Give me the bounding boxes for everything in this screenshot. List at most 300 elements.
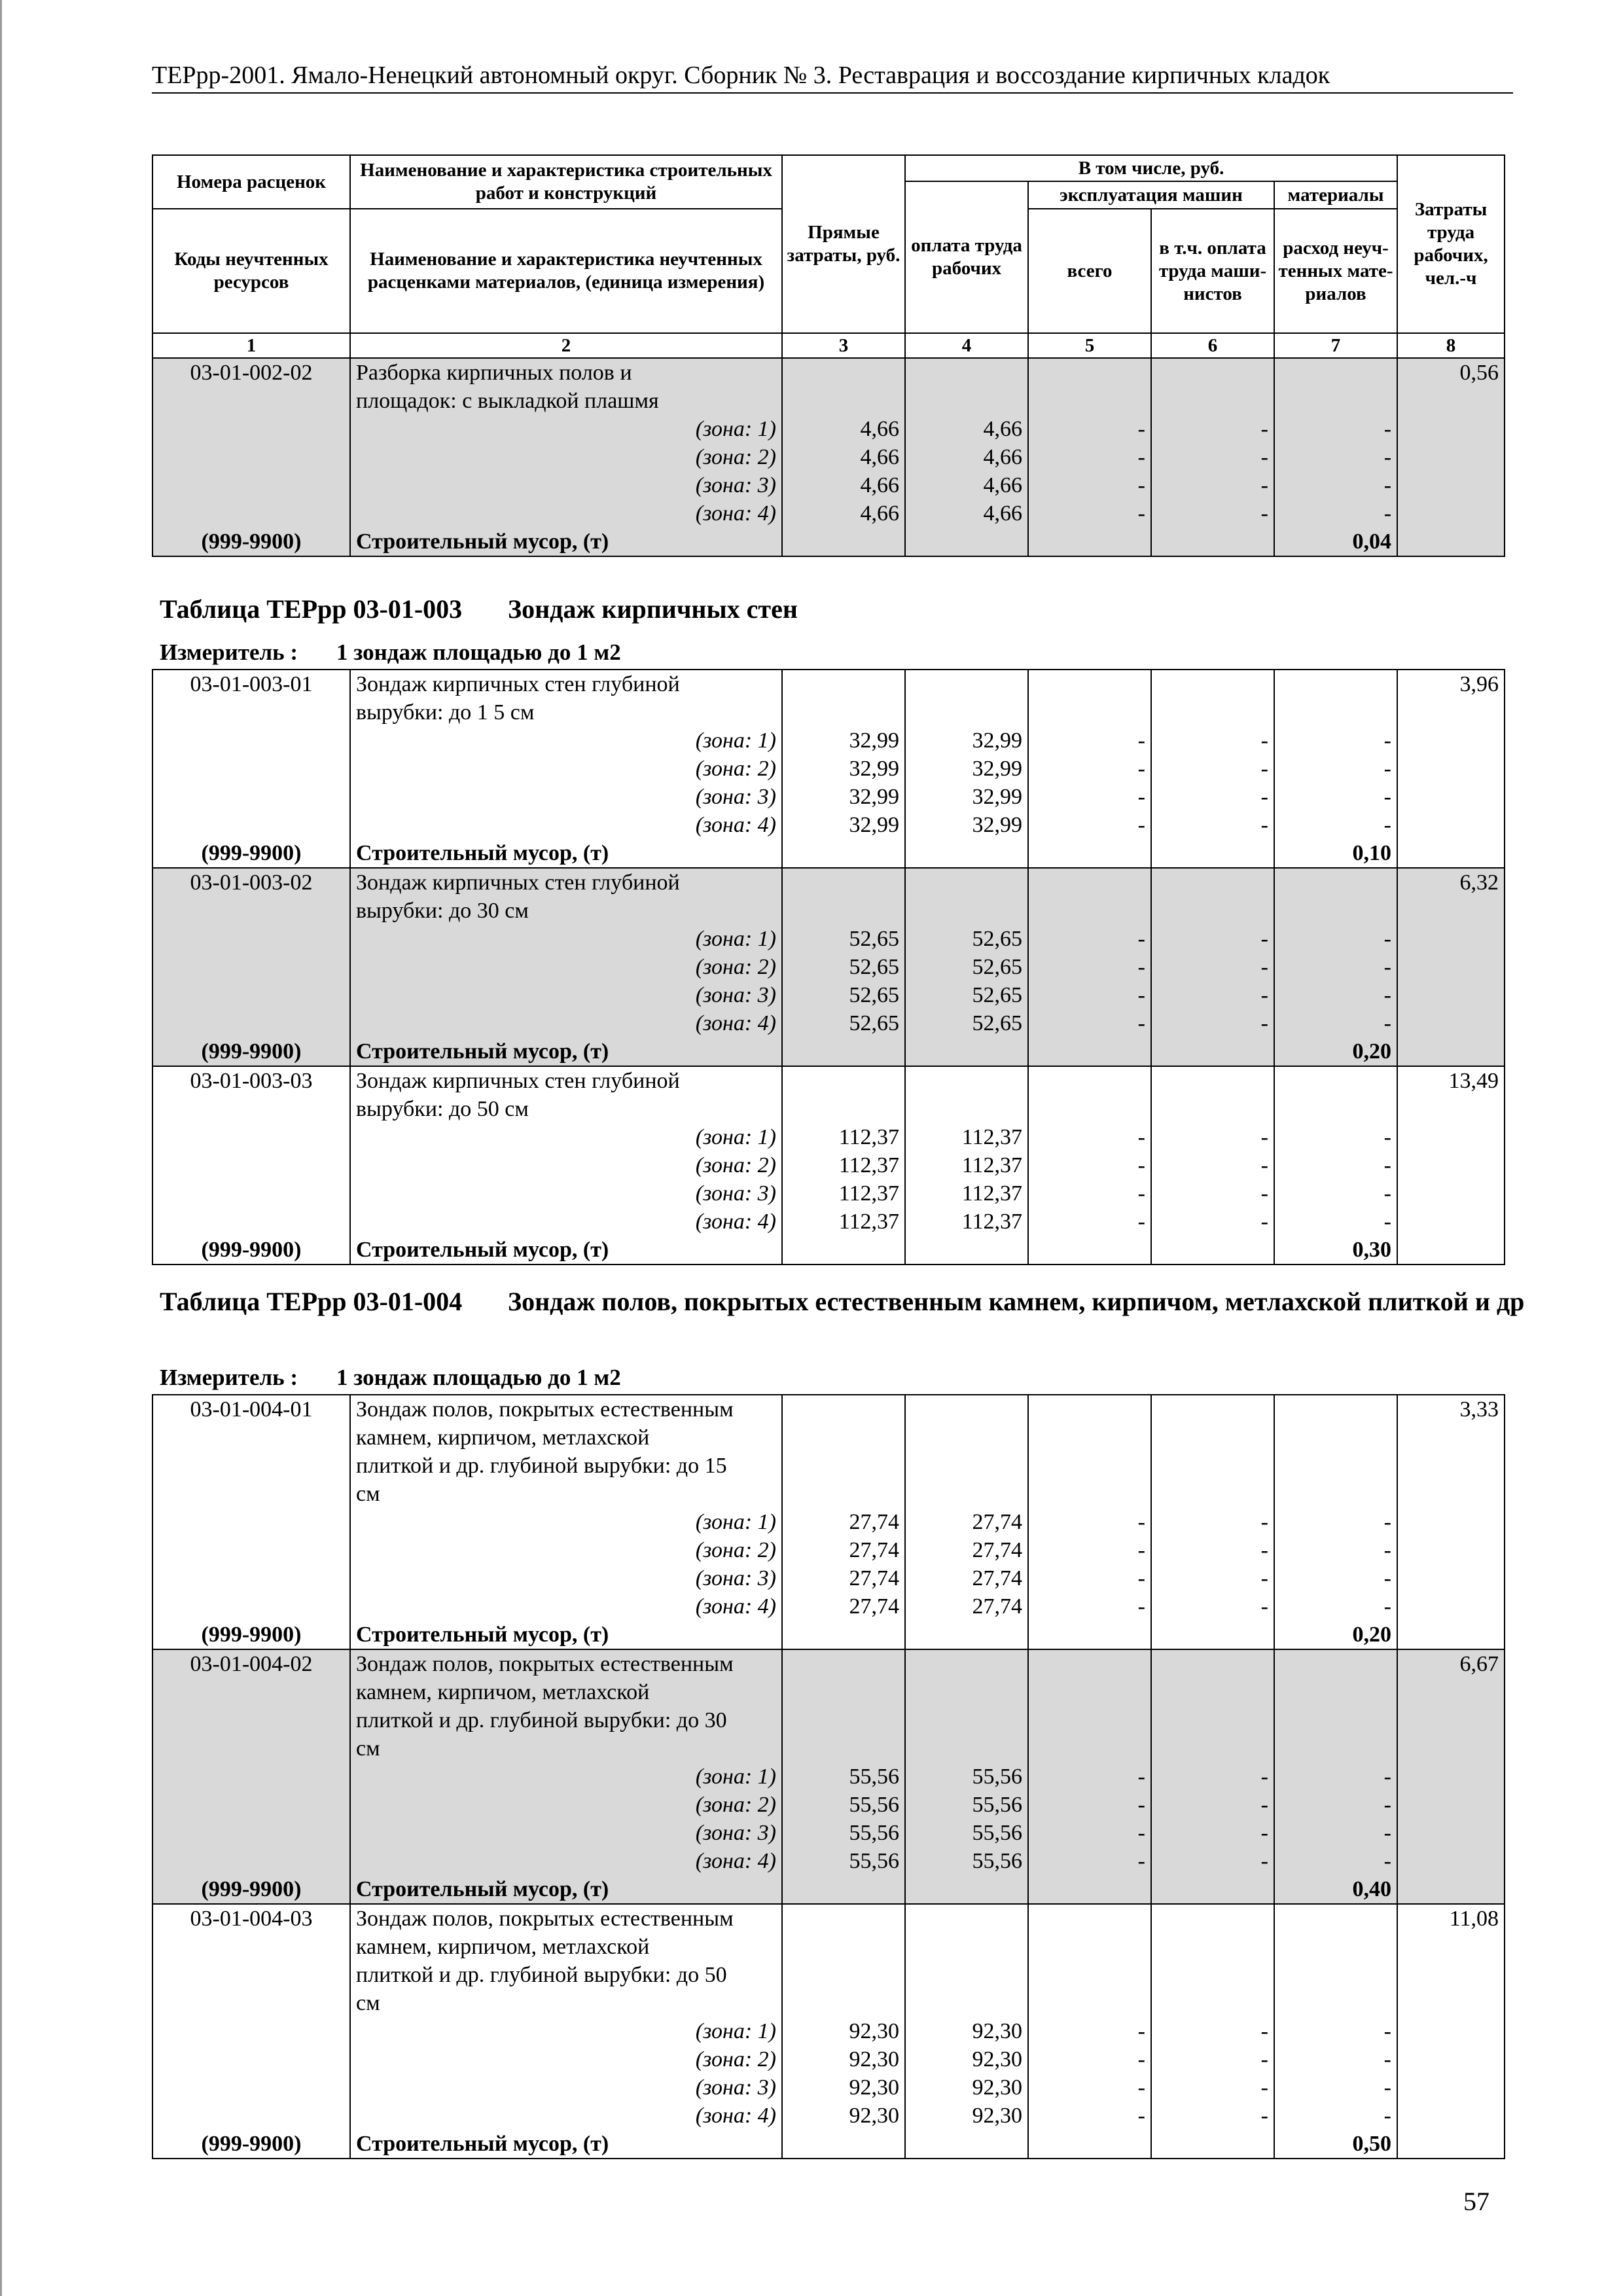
empty-cell [1397, 499, 1505, 528]
machinist-wage: - [1151, 1009, 1274, 1037]
labor-cost: 13,49 [1397, 1066, 1505, 1095]
machinist-wage: - [1151, 1508, 1274, 1536]
empty-cell [1397, 811, 1505, 839]
machines-total: - [1028, 953, 1151, 981]
rate-name-line: Разборка кирпичных полов и [350, 358, 782, 387]
zone-label: (зона: 3) [350, 783, 782, 811]
wage-cost: 92,30 [905, 2073, 1028, 2102]
empty-cell [782, 2130, 905, 2159]
machines-total: - [1028, 2102, 1151, 2130]
empty-cell [1028, 358, 1151, 387]
wage-cost: 32,99 [905, 755, 1028, 783]
wage-cost: 92,30 [905, 2102, 1028, 2130]
wage-cost: 92,30 [905, 2017, 1028, 2045]
zone-label: (зона: 2) [350, 2045, 782, 2073]
zone-label: (зона: 1) [350, 925, 782, 953]
empty-cell [1397, 1763, 1505, 1791]
machinist-wage: - [1151, 1208, 1274, 1236]
machinist-wage: - [1151, 1179, 1274, 1208]
empty-cell [152, 1179, 350, 1208]
rate-name-line: камнем, кирпичом, метлахской [350, 1424, 782, 1452]
rate-name-line: Зондаж кирпичных стен глубиной [350, 1066, 782, 1095]
empty-cell [152, 1706, 350, 1734]
empty-cell [1397, 981, 1505, 1009]
empty-cell [1151, 1424, 1274, 1452]
table-row [152, 1763, 1505, 1791]
empty-cell [782, 670, 905, 698]
direct-cost: 52,65 [782, 953, 905, 981]
rate-name-line: плиткой и др. глубиной вырубки: до 30 [350, 1706, 782, 1734]
group-header: В том числе, руб. [905, 155, 1397, 181]
rate-code: 03-01-004-02 [152, 1649, 350, 1678]
zone-label: (зона: 1) [350, 1763, 782, 1791]
empty-cell [1397, 1791, 1505, 1819]
empty-cell [1028, 1989, 1151, 2017]
machinist-wage: - [1151, 726, 1274, 755]
table-row [152, 670, 1505, 698]
empty-cell [1028, 1706, 1151, 1734]
rate-rows [152, 358, 1505, 556]
machinist-wage: - [1151, 2017, 1274, 2045]
machinist-wage: - [1151, 1564, 1274, 1592]
empty-cell [1151, 387, 1274, 415]
table-row [152, 783, 1505, 811]
empty-cell [782, 1961, 905, 1989]
labor-cost: 6,32 [1397, 868, 1505, 897]
table-row [152, 1875, 1505, 1904]
materials-use: - [1274, 471, 1397, 499]
resource-name: Строительный мусор, (т) [350, 1236, 782, 1265]
col-number: 2 [350, 333, 782, 358]
empty-cell [905, 358, 1028, 387]
resource-code: (999-9900) [152, 1875, 350, 1904]
direct-cost: 52,65 [782, 1009, 905, 1037]
empty-cell [1397, 1452, 1505, 1480]
table-code: Таблица ТЕРрр 03-01-004 [160, 1287, 463, 1316]
empty-cell [152, 1961, 350, 1989]
running-header: ТЕРрр-2001. Ямало-Ненецкий автономный округ. Сборник № 3. Реставрация и воссоздание кирпичных кладок [152, 62, 1330, 89]
empty-cell [1397, 1847, 1505, 1875]
machinist-wage: - [1151, 1819, 1274, 1847]
rate-name-line: вырубки: до 50 см [350, 1095, 782, 1123]
wage-cost: 27,74 [905, 1536, 1028, 1564]
col-number: 1 [152, 333, 350, 358]
empty-cell [152, 1151, 350, 1179]
wage-cost: 4,66 [905, 499, 1028, 528]
rate-name-line: площадок: с выкладкой плашмя [350, 387, 782, 415]
machinist-wage: - [1151, 1763, 1274, 1791]
empty-cell [905, 1706, 1028, 1734]
zone-label: (зона: 1) [350, 1508, 782, 1536]
machines-total: - [1028, 1508, 1151, 1536]
empty-cell [152, 1847, 350, 1875]
empty-cell [1397, 1564, 1505, 1592]
empty-cell [1151, 1933, 1274, 1961]
direct-cost: 52,65 [782, 925, 905, 953]
rate-code: 03-01-004-03 [152, 1904, 350, 1933]
empty-cell [905, 698, 1028, 726]
machines-total: - [1028, 1009, 1151, 1037]
empty-cell [152, 726, 350, 755]
empty-cell [1397, 471, 1505, 499]
machines-total: - [1028, 1151, 1151, 1179]
resource-quantity: 0,50 [1274, 2130, 1397, 2159]
resource-code: (999-9900) [152, 2130, 350, 2159]
table-row [152, 1480, 1505, 1508]
rates-table-1 [152, 154, 1505, 557]
empty-cell [782, 1875, 905, 1904]
empty-cell [1151, 1706, 1274, 1734]
direct-cost: 27,74 [782, 1536, 905, 1564]
col2-header-top: Наименование и характеристика строительных работ и конструкций [350, 155, 782, 209]
empty-cell [1397, 1961, 1505, 1989]
empty-cell [1028, 1395, 1151, 1424]
empty-cell [1028, 670, 1151, 698]
machinist-wage: - [1151, 1791, 1274, 1819]
empty-cell [1028, 698, 1151, 726]
col-number: 7 [1274, 333, 1397, 358]
col1-header-bottom: Коды неучтенных ресурсов [152, 209, 350, 333]
empty-cell [152, 1424, 350, 1452]
machines-total: - [1028, 1592, 1151, 1621]
materials-use: - [1274, 2017, 1397, 2045]
direct-cost: 32,99 [782, 811, 905, 839]
resource-quantity: 0,20 [1274, 1037, 1397, 1066]
direct-cost: 92,30 [782, 2073, 905, 2102]
direct-cost: 32,99 [782, 783, 905, 811]
empty-cell [1397, 1508, 1505, 1536]
rate-name-line: плиткой и др. глубиной вырубки: до 15 [350, 1452, 782, 1480]
empty-cell [1397, 1592, 1505, 1621]
page-number: 57 [1463, 2187, 1489, 2216]
empty-cell [782, 1480, 905, 1508]
empty-cell [782, 1649, 905, 1678]
resource-code: (999-9900) [152, 1037, 350, 1066]
empty-cell [1028, 1066, 1151, 1095]
empty-cell [1151, 1904, 1274, 1933]
empty-cell [1151, 1095, 1274, 1123]
col5-header: всего [1028, 209, 1151, 333]
rate-name-line: плиткой и др. глубиной вырубки: до 50 [350, 1961, 782, 1989]
table-row [152, 1123, 1505, 1151]
empty-cell [1151, 528, 1274, 556]
empty-cell [1397, 2045, 1505, 2073]
empty-cell [782, 1678, 905, 1706]
materials-use: - [1274, 1151, 1397, 1179]
machines-total: - [1028, 783, 1151, 811]
rate-code: 03-01-004-01 [152, 1395, 350, 1424]
rate-name-line: см [350, 1989, 782, 2017]
rate-code: 03-01-003-03 [152, 1066, 350, 1095]
empty-cell [152, 1592, 350, 1621]
empty-cell [1397, 726, 1505, 755]
materials-use: - [1274, 1179, 1397, 1208]
wage-cost: 32,99 [905, 726, 1028, 755]
rate-name-line: Зондаж кирпичных стен глубиной [350, 670, 782, 698]
resource-code: (999-9900) [152, 1621, 350, 1649]
empty-cell [1028, 1236, 1151, 1265]
materials-use: - [1274, 811, 1397, 839]
machines-total: - [1028, 471, 1151, 499]
table-row [152, 1508, 1505, 1536]
empty-cell [1397, 783, 1505, 811]
table-row [152, 1678, 1505, 1706]
empty-cell [152, 1123, 350, 1151]
empty-cell [782, 1706, 905, 1734]
empty-cell [905, 1236, 1028, 1265]
resource-code: (999-9900) [152, 839, 350, 868]
empty-cell [1397, 1208, 1505, 1236]
machines-total: - [1028, 1763, 1151, 1791]
empty-cell [1028, 1424, 1151, 1452]
empty-cell [1274, 1904, 1397, 1933]
zone-label: (зона: 1) [350, 415, 782, 443]
direct-cost: 4,66 [782, 471, 905, 499]
direct-cost: 52,65 [782, 981, 905, 1009]
wage-cost: 4,66 [905, 471, 1028, 499]
table-row [152, 1592, 1505, 1621]
table-row [152, 726, 1505, 755]
materials-use: - [1274, 415, 1397, 443]
col-number: 8 [1397, 333, 1505, 358]
table-row [152, 1452, 1505, 1480]
machinist-wage: - [1151, 2045, 1274, 2073]
resource-name: Строительный мусор, (т) [350, 1875, 782, 1904]
empty-cell [905, 839, 1028, 868]
empty-cell [1151, 1480, 1274, 1508]
table-row [152, 1621, 1505, 1649]
rate-name-line: см [350, 1480, 782, 1508]
col2-header-bottom: Наименование и характеристика неучтенных расценками материалов, (единица измерения) [350, 209, 782, 333]
materials-use: - [1274, 1847, 1397, 1875]
empty-cell [152, 2073, 350, 2102]
table-row [152, 1395, 1505, 1424]
empty-cell [1028, 1904, 1151, 1933]
machinist-wage: - [1151, 755, 1274, 783]
empty-cell [1028, 1933, 1151, 1961]
empty-cell [1151, 1875, 1274, 1904]
zone-label: (зона: 3) [350, 1179, 782, 1208]
table-row [152, 1066, 1505, 1095]
empty-cell [782, 1236, 905, 1265]
empty-cell [1397, 953, 1505, 981]
empty-cell [1274, 670, 1397, 698]
empty-cell [1397, 839, 1505, 868]
materials-use: - [1274, 726, 1397, 755]
direct-cost: 27,74 [782, 1564, 905, 1592]
empty-cell [152, 755, 350, 783]
empty-cell [152, 1508, 350, 1536]
direct-cost: 55,56 [782, 1791, 905, 1819]
table-row [152, 1734, 1505, 1763]
empty-cell [1274, 1734, 1397, 1763]
empty-cell [782, 1395, 905, 1424]
machines-total: - [1028, 415, 1151, 443]
direct-cost: 112,37 [782, 1123, 905, 1151]
empty-cell [1151, 698, 1274, 726]
empty-cell [152, 415, 350, 443]
empty-cell [152, 925, 350, 953]
direct-cost: 55,56 [782, 1819, 905, 1847]
empty-cell [1397, 2130, 1505, 2159]
empty-cell [1397, 755, 1505, 783]
direct-cost: 55,56 [782, 1847, 905, 1875]
machines-total: - [1028, 1847, 1151, 1875]
empty-cell [1151, 670, 1274, 698]
wage-cost: 52,65 [905, 953, 1028, 981]
labor-cost: 11,08 [1397, 1904, 1505, 1933]
resource-name: Строительный мусор, (т) [350, 1037, 782, 1066]
empty-cell [152, 1933, 350, 1961]
empty-cell [152, 1480, 350, 1508]
meter-004 [160, 1364, 621, 1391]
empty-cell [782, 1452, 905, 1480]
resource-quantity: 0,30 [1274, 1236, 1397, 1265]
empty-cell [905, 1961, 1028, 1989]
table-name: Зондаж кирпичных стен [508, 594, 798, 624]
empty-cell [152, 387, 350, 415]
empty-cell [1151, 1989, 1274, 2017]
col-number: 4 [905, 333, 1028, 358]
empty-cell [1274, 868, 1397, 897]
direct-cost: 112,37 [782, 1151, 905, 1179]
zone-label: (зона: 4) [350, 811, 782, 839]
empty-cell [1028, 1875, 1151, 1904]
empty-cell [1151, 1734, 1274, 1763]
wage-cost: 27,74 [905, 1592, 1028, 1621]
empty-cell [1397, 1819, 1505, 1847]
materials-use: - [1274, 1208, 1397, 1236]
empty-cell [1397, 1009, 1505, 1037]
rate-code: 03-01-003-02 [152, 868, 350, 897]
empty-cell [152, 1734, 350, 1763]
empty-cell [152, 811, 350, 839]
machinist-wage: - [1151, 1592, 1274, 1621]
empty-cell [1274, 1395, 1397, 1424]
empty-cell [1151, 2130, 1274, 2159]
empty-cell [1028, 528, 1151, 556]
empty-cell [1151, 839, 1274, 868]
table-row [152, 1904, 1505, 1933]
zone-label: (зона: 4) [350, 1847, 782, 1875]
direct-cost: 112,37 [782, 1179, 905, 1208]
empty-cell [1151, 1452, 1274, 1480]
empty-cell [1397, 1037, 1505, 1066]
empty-cell [1397, 1095, 1505, 1123]
machines-total: - [1028, 2017, 1151, 2045]
rate-name-line: Зондаж полов, покрытых естественным [350, 1904, 782, 1933]
empty-cell [152, 1564, 350, 1592]
table-row [152, 981, 1505, 1009]
wage-cost: 55,56 [905, 1763, 1028, 1791]
rate-name-line: вырубки: до 1 5 см [350, 698, 782, 726]
empty-cell [1397, 1678, 1505, 1706]
zone-label: (зона: 3) [350, 1819, 782, 1847]
zone-label: (зона: 2) [350, 1151, 782, 1179]
empty-cell [152, 1819, 350, 1847]
materials-use: - [1274, 1123, 1397, 1151]
materials-use: - [1274, 783, 1397, 811]
table-name: Зондаж полов, покрытых естественным камнем, кирпичом, метлахской плиткой и др [508, 1287, 1525, 1316]
empty-cell [1274, 1095, 1397, 1123]
meter-value: 1 зондаж площадью до 1 м2 [336, 1365, 621, 1390]
table-row [152, 1847, 1505, 1875]
empty-cell [152, 783, 350, 811]
empty-cell [1274, 1706, 1397, 1734]
machines-total: - [1028, 1819, 1151, 1847]
wage-cost: 27,74 [905, 1564, 1028, 1592]
table-row [152, 925, 1505, 953]
empty-cell [905, 1649, 1028, 1678]
machines-total: - [1028, 1123, 1151, 1151]
empty-cell [905, 1989, 1028, 2017]
empty-cell [905, 1424, 1028, 1452]
empty-cell [782, 1734, 905, 1763]
machinist-wage: - [1151, 783, 1274, 811]
table-code: Таблица ТЕРрр 03-01-003 [160, 594, 463, 624]
wage-cost: 92,30 [905, 2045, 1028, 2073]
resource-name: Строительный мусор, (т) [350, 2130, 782, 2159]
rate-name-line: Зондаж полов, покрытых естественным [350, 1395, 782, 1424]
wage-cost: 4,66 [905, 415, 1028, 443]
empty-cell [1151, 1236, 1274, 1265]
table-row [152, 698, 1505, 726]
rate-name-line: камнем, кирпичом, метлахской [350, 1933, 782, 1961]
table-row [152, 1236, 1505, 1265]
wage-cost: 55,56 [905, 1791, 1028, 1819]
zone-label: (зона: 2) [350, 1536, 782, 1564]
empty-cell [905, 1452, 1028, 1480]
materials-use: - [1274, 443, 1397, 471]
labor-cost: 3,33 [1397, 1395, 1505, 1424]
machines-total: - [1028, 925, 1151, 953]
machines-total: - [1028, 443, 1151, 471]
empty-cell [782, 839, 905, 868]
rate-rows [152, 670, 1505, 1265]
labor-cost: 0,56 [1397, 358, 1505, 387]
empty-cell [1397, 1875, 1505, 1904]
machinist-wage: - [1151, 415, 1274, 443]
empty-cell [1274, 1961, 1397, 1989]
table-row [152, 2102, 1505, 2130]
table-row [152, 1536, 1505, 1564]
resource-code: (999-9900) [152, 1236, 350, 1265]
empty-cell [1397, 1480, 1505, 1508]
table-row [152, 2017, 1505, 2045]
empty-cell [905, 1095, 1028, 1123]
zone-label: (зона: 1) [350, 1123, 782, 1151]
empty-cell [905, 868, 1028, 897]
empty-cell [152, 499, 350, 528]
empty-cell [782, 1989, 905, 2017]
empty-cell [1151, 1678, 1274, 1706]
materials-header: материалы [1274, 181, 1397, 209]
empty-cell [1028, 1678, 1151, 1706]
resource-quantity: 0,40 [1274, 1875, 1397, 1904]
empty-cell [782, 1621, 905, 1649]
materials-use: - [1274, 755, 1397, 783]
empty-cell [1397, 925, 1505, 953]
empty-cell [1028, 1734, 1151, 1763]
table-row [152, 1933, 1505, 1961]
zone-label: (зона: 1) [350, 726, 782, 755]
empty-cell [1151, 1621, 1274, 1649]
machinist-wage: - [1151, 925, 1274, 953]
table-header [152, 155, 1505, 358]
empty-cell [782, 1424, 905, 1452]
empty-cell [152, 981, 350, 1009]
empty-cell [782, 387, 905, 415]
